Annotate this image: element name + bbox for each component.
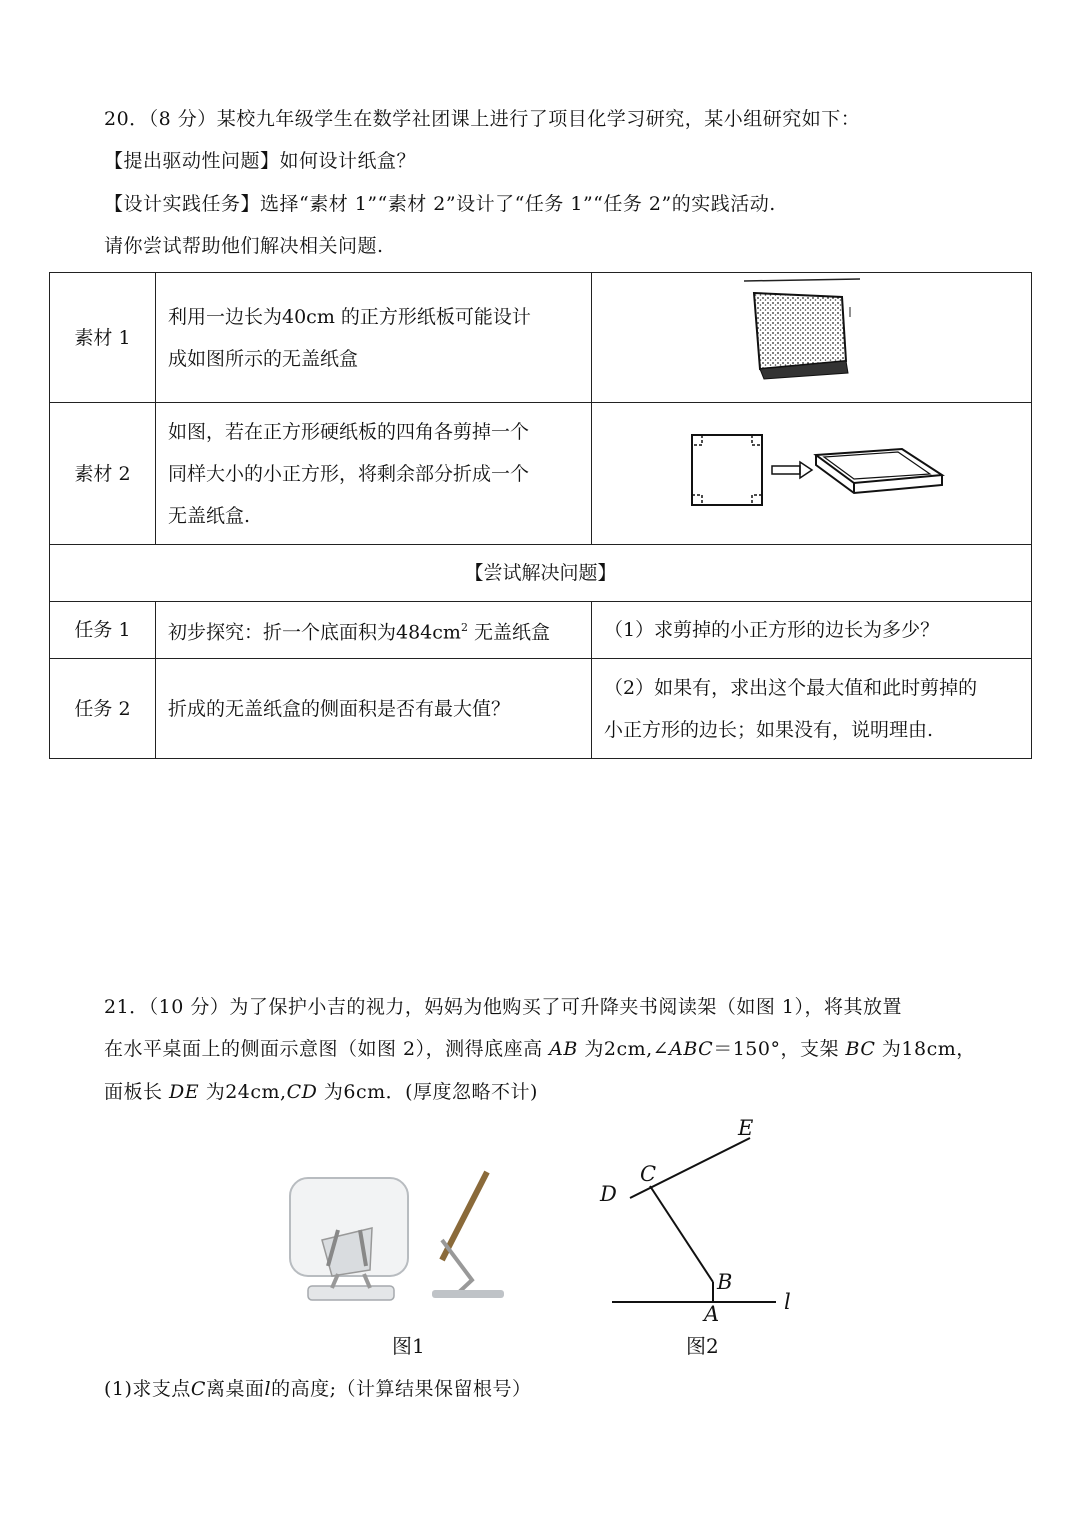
solve-header-row (50, 545, 1032, 602)
task-2-row (50, 659, 1032, 759)
sub1-b: 离桌面 (205, 1378, 265, 1400)
q21-line-3-b: 为24cm, (199, 1081, 287, 1103)
task-2-question (592, 659, 1032, 759)
side-view-diagram (610, 1130, 810, 1330)
reading-stand-photo-figure (282, 1170, 522, 1310)
q20-request: 请你尝试帮助他们解决相关问题. (104, 235, 384, 257)
solve-header: 【尝试解决问题】 (50, 545, 1032, 602)
task-2-label: 任务 2 (50, 659, 156, 759)
sub1-d: 的高度;（计算结果保留根号） (271, 1378, 532, 1400)
task-1-row (50, 602, 1032, 659)
task-1-description (156, 602, 592, 659)
point-b-label: B (717, 1270, 733, 1294)
material-2-row (50, 403, 1032, 545)
q20-design-task: 【设计实践任务】选择“素材 1”“素材 2”设计了“任务 1”“任务 2”的实践活动. (104, 193, 776, 215)
task-1-question: （1）求剪掉的小正方形的边长为多少？ (592, 602, 1032, 659)
segment-bc (650, 1186, 713, 1282)
q21-line-2 (104, 1034, 976, 1061)
material-1-label: 素材 1 (50, 273, 156, 403)
q21-line-1: 21．（10 分）为了保护小吉的视力，妈妈为他购买了可升降夹书阅读架（如图 1），将其放置 (104, 996, 903, 1018)
q21-ab: AB (549, 1038, 578, 1060)
q21-line-2-d: 为18cm， (875, 1038, 976, 1060)
task-1-label: 任务 1 (50, 602, 156, 659)
material-2-text (156, 403, 592, 545)
material-2-line-1: 如图，若在正方形硬纸板的四角各剪掉一个 (168, 420, 530, 443)
point-c-label: C (640, 1162, 657, 1186)
q21-de: DE (169, 1081, 200, 1103)
task-2-question-line-2: 小正方形的边长；如果没有，说明理由. (604, 718, 934, 741)
point-a-label: A (704, 1302, 720, 1326)
q21-line-2-b: 为2cm,∠ (577, 1038, 670, 1060)
point-d-label: D (600, 1182, 617, 1206)
task-1-desc-a: 初步探究：折一个底面积为484cm (168, 621, 461, 644)
figure-2-caption: 图2 (686, 1334, 719, 1358)
sub1-l: l (264, 1378, 272, 1400)
material-2-figure-cell (592, 403, 1032, 545)
material-2-line-3: 无盖纸盒. (168, 504, 251, 527)
q21-line-2-c: ＝150°，支架 (713, 1038, 846, 1060)
task-2-question-line-1: （2）如果有，求出这个最大值和此时剪掉的 (604, 676, 978, 699)
cut-square-to-box-figure (688, 433, 948, 513)
material-1-row (50, 273, 1032, 403)
q21-line-3-a: 面板长 (104, 1081, 170, 1103)
q20-intro: 20．（8 分）某校九年级学生在数学社团课上进行了项目化学习研究，某小组研究如下： (104, 108, 861, 130)
sub1-a: (1)求支点 (104, 1378, 191, 1400)
q21-abc: ABC (669, 1038, 714, 1060)
material-1-line-2: 成如图所示的无盖纸盒 (168, 347, 359, 370)
q21-cd: CD (286, 1081, 318, 1103)
q21-line-2-a: 在水平桌面上的侧面示意图（如图 2），测得底座高 (104, 1038, 550, 1060)
task-table (49, 272, 1032, 759)
task-1-desc-b: 无盖纸盒 (467, 621, 550, 644)
task-1-superscript: 2 (460, 620, 468, 634)
line-l-label: l (784, 1290, 791, 1314)
material-2-line-2: 同样大小的小正方形，将剩余部分折成一个 (168, 462, 530, 485)
material-1-line-1: 利用一边长为40cm 的正方形纸板可能设计 (168, 305, 531, 328)
q20-driving-question: 【提出驱动性问题】如何设计纸盒？ (104, 150, 417, 172)
material-2-label: 素材 2 (50, 403, 156, 545)
task-2-description: 折成的无盖纸盒的侧面积是否有最大值？ (156, 659, 592, 759)
figure-1-caption: 图1 (392, 1334, 425, 1358)
q21-bc: BC (845, 1038, 876, 1060)
q21-line-3 (104, 1077, 538, 1104)
q21-sub-question-1 (104, 1374, 531, 1401)
material-1-figure-cell (592, 273, 1032, 403)
sub1-c: C (190, 1378, 206, 1400)
q21-line-3-c: 为6cm．(厚度忽略不计) (317, 1081, 538, 1103)
point-e-label: E (738, 1116, 754, 1140)
material-1-text (156, 273, 592, 403)
box-photo-figure (742, 277, 862, 387)
